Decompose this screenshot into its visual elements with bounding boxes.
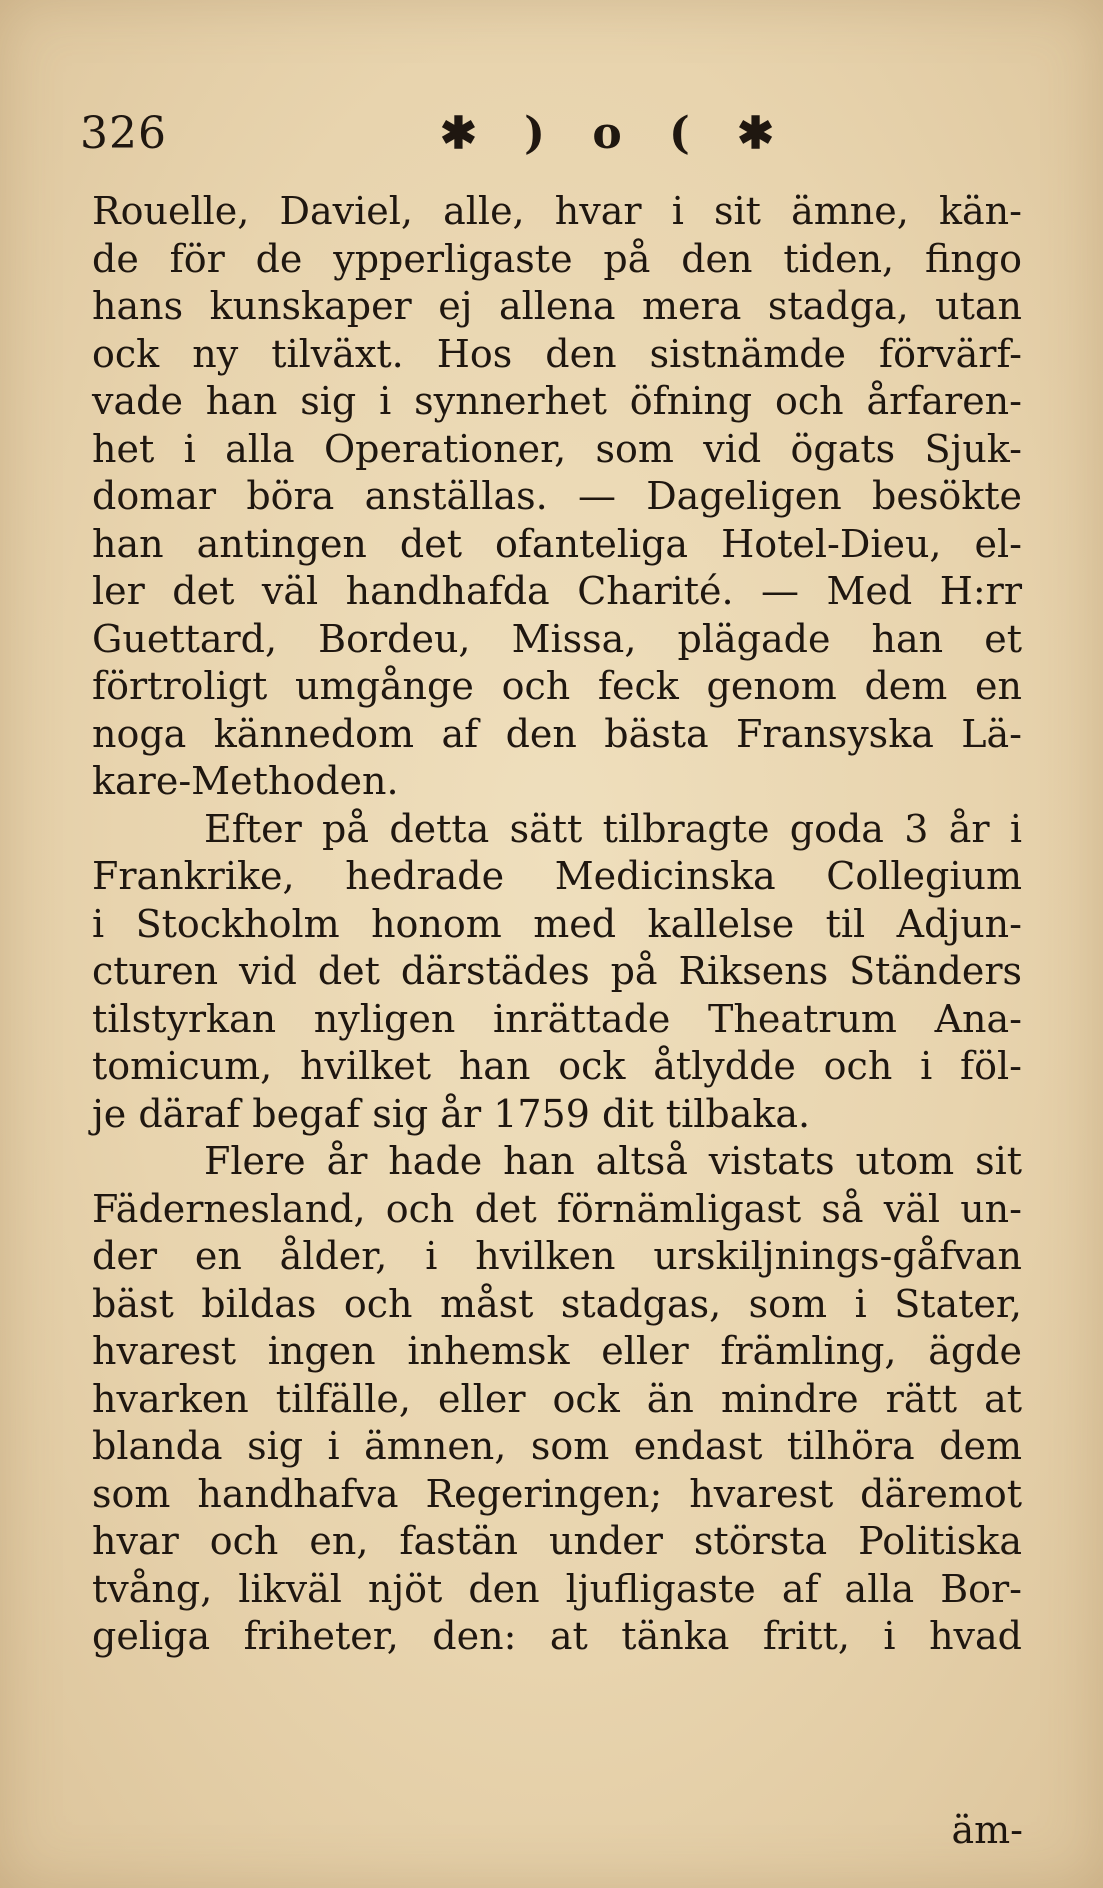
page-number: 326 [80,108,167,159]
catchword: äm- [951,1808,1023,1852]
text-line: tomicum, hvilket han ock åtlydde och i föl- [92,1044,1022,1088]
paragraph-start-line: Flere år hade han altså vistats utom sit [204,1139,1022,1183]
text-line: som handhafva Regeringen; hvarest däremot [92,1471,1022,1516]
text-line: het i alla Operationer, som vid ögats Sjuk- [92,426,1022,471]
text-line: blanda sig i ämnen, som endast tilhöra dem [92,1424,1022,1468]
text-line: han antingen det ofanteliga Hotel-Dieu, el- [92,521,1022,566]
text-line: ler det väl handhafda Charité. — Med H:rr [92,569,1022,613]
text-line: Frankrike, hedrade Medicinska Collegium [92,854,1022,898]
body-text [92,188,1022,1661]
text-line: bäst bildas och måst stadgas, som i Stater, [92,1281,1022,1326]
text-line: Guettard, Bordeu, Missa, plägade han et [92,616,1022,661]
text-line: domar böra anställas. — Dageligen besökte [92,474,1022,518]
text-line: tilstyrkan nyligen inrättade Theatrum Ana- [92,996,1022,1041]
text-line: Fädernesland, och det förnämligast så väl un- [92,1186,1022,1231]
text-line: Rouelle, Daviel, alle, hvar i sit ämne, kän- [92,189,1022,233]
text-line: hvarken tilfälle, eller ock än mindre rätt at [92,1376,1022,1421]
text-line: noga kännedom af den bästa Fransyska Lä- [92,711,1022,756]
paragraph-start-line: Efter på detta sätt tilbragte goda 3 år i [204,806,1022,851]
text-line: cturen vid det därstädes på Riksens Ständers [92,949,1022,993]
page-header [80,108,1020,168]
text-line: hvar och en, fastän under största Politiska [92,1519,1022,1563]
paragraph-end-line: je däraf begaf sig år 1759 dit tilbaka. [92,1091,811,1136]
text-line: hvarest ingen inhemsk eller främling, ägde [92,1329,1022,1373]
text-line: hans kunskaper ej allena mera stadga, utan [92,284,1022,328]
text-line: i Stockholm honom med kallelse til Adjun- [92,901,1022,946]
text-line: förtroligt umgånge och feck genom dem en [92,664,1022,708]
paragraph-end-line: kare-Methoden. [92,759,399,803]
text-line: geliga friheter, den: at tänka fritt, i hvad [92,1614,1022,1658]
header-ornament: ✱ ) o ( ✱ [440,108,790,159]
text-line: de för de ypperligaste på den tiden, fingo [92,236,1022,281]
text-line: tvång, likväl njöt den ljufligaste af alla Bor- [92,1566,1022,1611]
text-line: ock ny tilväxt. Hos den sistnämde förvärf- [92,331,1022,376]
text-line: der en ålder, i hvilken urskiljnings-gåfvan [92,1234,1022,1278]
text-line: vade han sig i synnerhet öfning och årfaren- [92,379,1022,423]
